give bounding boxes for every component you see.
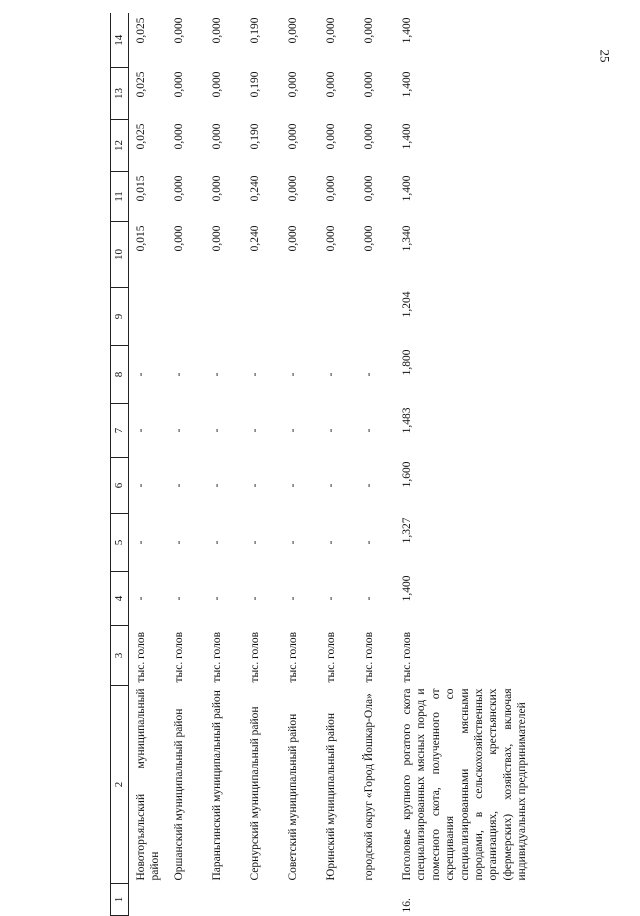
table-cell-c7: - — [281, 404, 319, 458]
table-cell-c5: - — [243, 514, 281, 572]
table-cell-c11: 0,000 — [167, 172, 205, 222]
table-cell-unit: тыс. голов — [167, 626, 205, 686]
table-cell-c13: 0,000 — [281, 68, 319, 120]
column-header: 1 — [111, 884, 129, 916]
table-cell-c12: 0,000 — [167, 120, 205, 172]
table-cell-c14: 0,190 — [243, 14, 281, 68]
table-cell-num: 16. — [395, 884, 553, 916]
table-cell-c9 — [281, 288, 319, 346]
table-cell-c10: 0,000 — [357, 222, 395, 288]
table-cell-c8: - — [205, 346, 243, 404]
table-cell-c14: 0,025 — [129, 14, 168, 68]
table-cell-c4: - — [129, 572, 168, 626]
table-cell-unit: тыс. голов — [319, 626, 357, 686]
table-cell-c4: 1,400 — [395, 572, 553, 626]
table-cell-c6: 1,600 — [395, 458, 553, 514]
table-cell-num — [205, 884, 243, 916]
table-cell-c7: - — [357, 404, 395, 458]
table-cell-name: Поголовье крупного рогатого скота специализированных мясных пород и помесного скота, полученного от скрещивания со специализированными мясными породами, в сельскохозяйственных организациях, крестьянских (фермерских) хозяйствах, включая индивидуальных предпринимателей — [395, 686, 553, 884]
table-cell-c8: - — [357, 346, 395, 404]
table-cell-c10: 0,000 — [167, 222, 205, 288]
table-cell-c5: - — [167, 514, 205, 572]
table-cell-c11: 0,240 — [243, 172, 281, 222]
table-cell-c12: 0,000 — [205, 120, 243, 172]
column-header: 4 — [111, 572, 129, 626]
table-cell-c5: - — [205, 514, 243, 572]
table-cell-num — [167, 884, 205, 916]
table-cell-c13: 0,000 — [205, 68, 243, 120]
column-header: 5 — [111, 514, 129, 572]
rotated-table-sheet — [110, 14, 588, 916]
table-row — [243, 14, 281, 916]
table-cell-name: Оршанский муниципальный район — [167, 686, 205, 884]
column-header: 2 — [111, 686, 129, 884]
table-cell-c13: 0,000 — [319, 68, 357, 120]
table-cell-unit: тыс. голов — [205, 626, 243, 686]
column-header: 14 — [111, 14, 129, 68]
table-cell-c4: - — [281, 572, 319, 626]
table-cell-c7: - — [319, 404, 357, 458]
table-cell-num — [357, 884, 395, 916]
table-cell-c9 — [129, 288, 168, 346]
table-cell-c11: 0,015 — [129, 172, 168, 222]
table-cell-c9 — [167, 288, 205, 346]
table-cell-c6: - — [319, 458, 357, 514]
table-cell-unit: тыс. голов — [281, 626, 319, 686]
table-cell-c8: - — [167, 346, 205, 404]
table-cell-c6: - — [167, 458, 205, 514]
table-cell-c14: 0,000 — [319, 14, 357, 68]
table-cell-c6: - — [243, 458, 281, 514]
table-cell-c12: 0,000 — [319, 120, 357, 172]
table-cell-num — [129, 884, 168, 916]
table-cell-c14: 0,000 — [281, 14, 319, 68]
table-cell-c11: 0,000 — [319, 172, 357, 222]
table-cell-c10: 0,015 — [129, 222, 168, 288]
table-cell-c4: - — [319, 572, 357, 626]
column-header: 3 — [111, 626, 129, 686]
table-cell-c10: 0,000 — [281, 222, 319, 288]
table-cell-num — [319, 884, 357, 916]
table-row — [357, 14, 395, 916]
table-cell-c4: - — [357, 572, 395, 626]
table-cell-c12: 0,000 — [281, 120, 319, 172]
table-cell-name: Советский муниципальный район — [281, 686, 319, 884]
table-cell-c7: - — [243, 404, 281, 458]
table-cell-c9 — [357, 288, 395, 346]
table-cell-c13: 0,000 — [357, 68, 395, 120]
table-cell-unit: тыс. голов — [243, 626, 281, 686]
table-cell-c10: 1,340 — [395, 222, 553, 288]
table-cell-c9 — [205, 288, 243, 346]
table-cell-c5: - — [281, 514, 319, 572]
table-row — [129, 14, 168, 916]
table-cell-unit: тыс. голов — [129, 626, 168, 686]
column-header: 6 — [111, 458, 129, 514]
table-cell-c14: 1,400 — [395, 14, 553, 68]
column-header: 7 — [111, 404, 129, 458]
table-row — [205, 14, 243, 916]
table-cell-c7: 1,483 — [395, 404, 553, 458]
table-cell-c8: - — [319, 346, 357, 404]
table-cell-c11: 0,000 — [357, 172, 395, 222]
column-header: 8 — [111, 346, 129, 404]
table-cell-c5: 1,327 — [395, 514, 553, 572]
table-cell-c9: 1,204 — [395, 288, 553, 346]
column-header: 11 — [111, 172, 129, 222]
table-cell-c5: - — [357, 514, 395, 572]
table-cell-c12: 0,000 — [357, 120, 395, 172]
table-cell-c6: - — [357, 458, 395, 514]
column-header: 13 — [111, 68, 129, 120]
page-number: 25 — [597, 50, 613, 63]
table-cell-c7: - — [167, 404, 205, 458]
table-cell-c5: - — [129, 514, 168, 572]
column-number-row — [111, 14, 129, 916]
table-cell-c6: - — [129, 458, 168, 514]
table-cell-c11: 0,000 — [281, 172, 319, 222]
table-cell-c9 — [319, 288, 357, 346]
column-header: 9 — [111, 288, 129, 346]
table-cell-name: городской округ «Город Йошкар-Ола» — [357, 686, 395, 884]
table-cell-c4: - — [243, 572, 281, 626]
table-cell-c13: 1,400 — [395, 68, 553, 120]
table-cell-name: Сернурский муниципальный район — [243, 686, 281, 884]
table-cell-c13: 0,025 — [129, 68, 168, 120]
table-row — [281, 14, 319, 916]
table-cell-c14: 0,000 — [205, 14, 243, 68]
column-header: 12 — [111, 120, 129, 172]
indicator-table — [110, 14, 553, 916]
table-cell-num — [243, 884, 281, 916]
table-cell-c8: - — [243, 346, 281, 404]
table-cell-c8: - — [129, 346, 168, 404]
table-row — [395, 14, 553, 916]
table-cell-c4: - — [205, 572, 243, 626]
table-cell-c10: 0,000 — [205, 222, 243, 288]
table-cell-c12: 1,400 — [395, 120, 553, 172]
table-cell-c10: 0,000 — [319, 222, 357, 288]
table-cell-c8: - — [281, 346, 319, 404]
table-cell-name: Новоторъяльский муниципальный район — [129, 686, 168, 884]
table-cell-c7: - — [205, 404, 243, 458]
table-cell-c8: 1,800 — [395, 346, 553, 404]
table-cell-c6: - — [205, 458, 243, 514]
table-cell-c12: 0,025 — [129, 120, 168, 172]
table-cell-c10: 0,240 — [243, 222, 281, 288]
table-row — [319, 14, 357, 916]
table-cell-c7: - — [129, 404, 168, 458]
table-cell-c5: - — [319, 514, 357, 572]
column-header: 10 — [111, 222, 129, 288]
table-cell-unit: тыс. голов — [395, 626, 553, 686]
table-cell-c11: 1,400 — [395, 172, 553, 222]
table-cell-c12: 0,190 — [243, 120, 281, 172]
table-cell-c13: 0,190 — [243, 68, 281, 120]
table-body — [129, 14, 554, 916]
table-cell-c9 — [243, 288, 281, 346]
table-row — [167, 14, 205, 916]
table-cell-unit: тыс. голов — [357, 626, 395, 686]
table-cell-c14: 0,000 — [357, 14, 395, 68]
table-cell-c4: - — [167, 572, 205, 626]
table-cell-c13: 0,000 — [167, 68, 205, 120]
table-cell-name: Параньгинский муниципальный район — [205, 686, 243, 884]
table-cell-num — [281, 884, 319, 916]
table-cell-c14: 0,000 — [167, 14, 205, 68]
table-cell-c6: - — [281, 458, 319, 514]
table-cell-name: Юринский муниципальный район — [319, 686, 357, 884]
table-cell-c11: 0,000 — [205, 172, 243, 222]
